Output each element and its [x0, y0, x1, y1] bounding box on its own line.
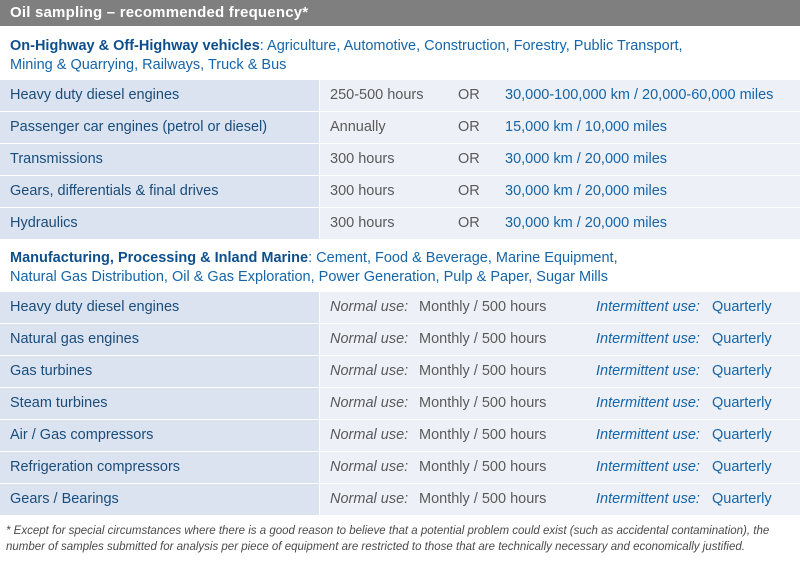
row-item: Heavy duty diesel engines — [0, 80, 319, 111]
table-row — [0, 324, 800, 355]
row-values — [320, 112, 800, 143]
normal-use-value: Monthly / 500 hours — [419, 459, 547, 475]
row-hours: 300 hours — [330, 183, 395, 199]
intermittent-use-value: Quarterly — [712, 427, 772, 443]
row-item: Natural gas engines — [0, 324, 319, 355]
section-heading-vehicles — [10, 37, 790, 75]
normal-use-label: Normal use: — [330, 459, 409, 475]
normal-use-value: Monthly / 500 hours — [419, 427, 547, 443]
section-heading-manufacturing — [10, 249, 790, 287]
intermittent-use-label: Intermittent use: — [596, 427, 700, 443]
row-values — [320, 484, 800, 515]
row-values — [320, 144, 800, 175]
table-row — [0, 176, 800, 207]
row-distance: 30,000 km / 20,000 miles — [505, 215, 668, 231]
intermittent-use-value: Quarterly — [712, 363, 772, 379]
intermittent-use-label: Intermittent use: — [596, 459, 700, 475]
normal-use-value: Monthly / 500 hours — [419, 363, 547, 379]
normal-use-label: Normal use: — [330, 491, 409, 507]
row-or: OR — [458, 215, 480, 231]
normal-use-value: Monthly / 500 hours — [419, 299, 547, 315]
row-item: Steam turbines — [0, 388, 319, 419]
row-distance: 30,000 km / 20,000 miles — [505, 183, 668, 199]
intermittent-use-label: Intermittent use: — [596, 299, 700, 315]
row-values — [320, 176, 800, 207]
row-item: Heavy duty diesel engines — [0, 292, 319, 323]
row-or: OR — [458, 87, 480, 103]
normal-use-label: Normal use: — [330, 363, 409, 379]
row-item: Passenger car engines (petrol or diesel) — [0, 112, 319, 143]
row-item: Transmissions — [0, 144, 319, 175]
row-item: Air / Gas compressors — [0, 420, 319, 451]
section-list-line1: : Cement, Food & Beverage, Marine Equipment, — [308, 250, 618, 266]
intermittent-use-value: Quarterly — [712, 331, 772, 347]
intermittent-use-label: Intermittent use: — [596, 395, 700, 411]
row-distance: 30,000 km / 20,000 miles — [505, 151, 668, 167]
section-title: Manufacturing, Processing & Inland Marine — [10, 250, 309, 266]
intermittent-use-label: Intermittent use: — [596, 363, 700, 379]
normal-use-label: Normal use: — [330, 427, 409, 443]
row-item: Refrigeration compressors — [0, 452, 319, 483]
row-values — [320, 208, 800, 239]
row-item: Gears, differentials & final drives — [0, 176, 319, 207]
table-row — [0, 292, 800, 323]
row-hours: 250-500 hours — [330, 87, 424, 103]
intermittent-use-value: Quarterly — [712, 395, 772, 411]
normal-use-label: Normal use: — [330, 395, 409, 411]
intermittent-use-label: Intermittent use: — [596, 491, 700, 507]
section-list-line2: Mining & Quarrying, Railways, Truck & Bus — [10, 57, 287, 73]
row-hours: Annually — [330, 119, 386, 135]
intermittent-use-value: Quarterly — [712, 299, 772, 315]
intermittent-use-value: Quarterly — [712, 491, 772, 507]
table-row — [0, 144, 800, 175]
row-values — [320, 292, 800, 323]
table-row — [0, 112, 800, 143]
row-hours: 300 hours — [330, 151, 395, 167]
row-values — [320, 324, 800, 355]
row-values — [320, 388, 800, 419]
row-distance: 15,000 km / 10,000 miles — [505, 119, 668, 135]
table-row — [0, 452, 800, 483]
row-values — [320, 356, 800, 387]
row-or: OR — [458, 183, 480, 199]
table-row — [0, 388, 800, 419]
row-item: Gears / Bearings — [0, 484, 319, 515]
row-item: Gas turbines — [0, 356, 319, 387]
normal-use-value: Monthly / 500 hours — [419, 331, 547, 347]
row-values — [320, 452, 800, 483]
row-or: OR — [458, 119, 480, 135]
section-list-line2: Natural Gas Distribution, Oil & Gas Exploration, Power Generation, Pulp & Paper, Sugar Mills — [10, 269, 608, 285]
table-row — [0, 420, 800, 451]
normal-use-label: Normal use: — [330, 331, 409, 347]
table-row — [0, 484, 800, 515]
normal-use-label: Normal use: — [330, 299, 409, 315]
footnote: * Except for special circumstances where there is a good reason to believe that a potential problem could exist (such as accidental contamination), the number of samples submitted for analysis per piece of equipment are restricted to those that are technically necessary and economically justified. — [6, 525, 770, 553]
row-distance: 30,000-100,000 km / 20,000-60,000 miles — [505, 87, 774, 103]
table-row — [0, 208, 800, 239]
table-row — [0, 356, 800, 387]
intermittent-use-value: Quarterly — [712, 459, 772, 475]
table-row — [0, 80, 800, 111]
normal-use-value: Monthly / 500 hours — [419, 491, 547, 507]
row-values — [320, 420, 800, 451]
section-title: On-Highway & Off-Highway vehicles — [10, 38, 260, 54]
intermittent-use-label: Intermittent use: — [596, 331, 700, 347]
row-hours: 300 hours — [330, 215, 395, 231]
row-values — [320, 80, 800, 111]
row-item: Hydraulics — [0, 208, 319, 239]
normal-use-value: Monthly / 500 hours — [419, 395, 547, 411]
section-list-line1: : Agriculture, Automotive, Construction, Forestry, Public Transport, — [259, 38, 683, 54]
table-title: Oil sampling – recommended frequency* — [0, 0, 800, 26]
row-or: OR — [458, 151, 480, 167]
